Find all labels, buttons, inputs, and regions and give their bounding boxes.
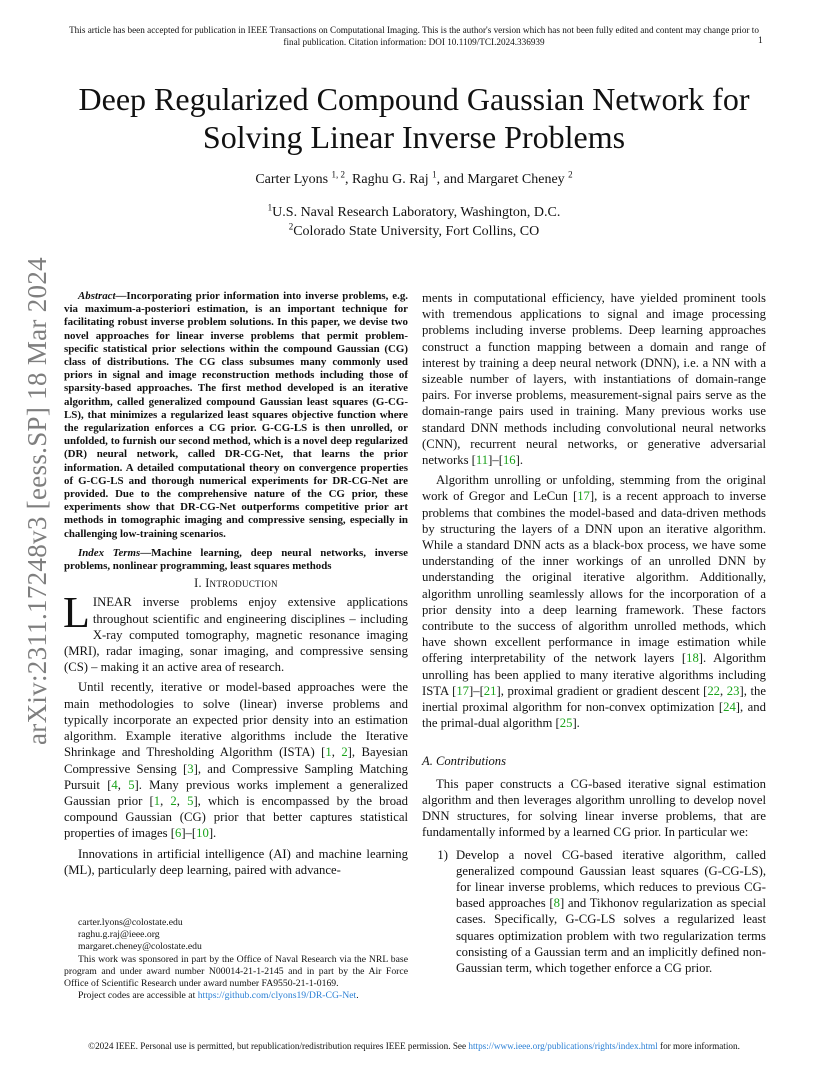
affiliation-line (50, 203, 778, 222)
affiliation-marker: 1 (432, 169, 437, 180)
citation-link[interactable]: 23 (726, 683, 740, 698)
citation-link[interactable]: 6 (174, 826, 182, 841)
citation-link[interactable]: 11 (475, 453, 489, 468)
paper-title: Deep Regularized Compound Gaussian Network for Solving Linear Inverse Problems (78, 81, 750, 155)
citation-link[interactable]: 21 (483, 683, 497, 698)
citation-link[interactable]: 1 (325, 745, 332, 760)
intro-paragraph-1 (63, 588, 408, 675)
paragraph-text: , (117, 777, 129, 792)
footnote-email: carter.lyons@colostate.edu (78, 917, 183, 928)
paragraph-text: ], and Compressive Sampling Matching Pursuit [ (64, 761, 408, 792)
section-heading-introduction (64, 575, 408, 591)
paragraph-text: Algorithm unrolling or unfolding, stemming from the original work of Gregor and LeCun [ (422, 473, 766, 504)
left-column (64, 290, 408, 878)
citation-link[interactable]: 2 (341, 745, 348, 760)
publication-notice: This article has been accepted for publication in IEEE Transactions on Computational Imaging. This is the author's version which has not been fully edited and content may change prior to final publication. Citation information: DOI 10.1109/TCI.2024.336939 (69, 25, 759, 47)
list-item-text (456, 847, 766, 977)
author-name: , and Margaret Cheney (436, 172, 569, 187)
citation-link[interactable]: 4 (111, 777, 118, 792)
code-repository-link[interactable]: https://github.com/clyons19/DR-CG-Net (197, 990, 357, 1002)
paragraph-text: ]–[ (469, 683, 484, 698)
right-column (422, 290, 766, 976)
citation-link[interactable]: 22 (707, 683, 721, 698)
citation-link[interactable]: 3 (187, 761, 194, 776)
contributions-list (422, 847, 766, 977)
citation-link[interactable]: 5 (128, 777, 135, 792)
footnote-email: margaret.cheney@colostate.edu (78, 941, 202, 953)
author-list (50, 171, 778, 189)
copyright-notice (40, 1041, 788, 1051)
ieee-rights-link[interactable]: https://www.ieee.org/publications/rights/index.html (468, 1041, 658, 1051)
paragraph-text: ], and the primal-dual algorithm [ (422, 700, 766, 731)
paragraph-text: ]. (515, 453, 524, 468)
paragraph-text: ]. (572, 716, 580, 731)
intro-paragraph-2 (64, 679, 408, 841)
footnote-text: Project codes are accessible at (78, 990, 198, 1002)
paragraph-text: ], Bayesian Compressive Sensing [ (64, 745, 408, 776)
index-terms-label: Index Terms (78, 546, 141, 559)
paragraph-text: ments in computational efficiency, have yielded prominent tools with tremendous applications to signal and image processing problems including inverse problems. Deep learning approaches construct a function mapping between a domain and range of interest by training a deep neural network (DNN), i.e. a NN with a sizeable number of layers, with instantiations of domain-range pairs. For inverse problems, measurement-signal pairs serve as the domain-range pairs used in training. Many previous works use standard DNN methods including convolutional neural networks (CNN), recurrent neural networks, or generative adversarial networks [ (422, 291, 766, 468)
page-number: 1 (758, 36, 763, 46)
paragraph-text: , (331, 745, 342, 760)
footnote-text: . (356, 990, 359, 1002)
citation-link[interactable]: 2 (170, 793, 177, 808)
citation-link[interactable]: 1 (153, 793, 161, 808)
paragraph-text: ], proximal gradient or gradient descent [ (496, 683, 708, 698)
arxiv-stamp: arXiv:2311.17248v3 [eess.SP] 18 Mar 2024 (22, 257, 52, 745)
paragraph-text: ], the inertial proximal algorithm for non-convex optimization [ (422, 683, 766, 715)
intro-caps: INEAR (92, 595, 132, 610)
list-item (422, 847, 766, 977)
citation-link[interactable]: 24 (723, 700, 736, 715)
affiliation-marker: 1, 2 (331, 169, 346, 180)
copyright-text: for more information. (657, 1041, 740, 1051)
subsection-heading-contributions: A. Contributions (422, 754, 506, 769)
citation-link[interactable]: 16 (502, 453, 516, 468)
affiliation-marker: 2 (288, 221, 294, 232)
paragraph-text: ]. Algorithm unrolling has been applied to many iterative algorithms including ISTA [ (422, 651, 766, 698)
affiliation-text: U.S. Naval Research Laboratory, Washington, D.C. (272, 205, 561, 220)
intro-paragraph-5 (422, 472, 766, 731)
author-name: Carter Lyons (255, 172, 332, 187)
footnote-code (64, 990, 408, 1002)
paragraph-text: ], which is encompassed by the broad compound Gaussian (CG) prior that better captures statistical properties of images [ (64, 793, 409, 841)
paragraph-text: , (160, 793, 171, 808)
paragraph-text: , (720, 683, 727, 698)
abstract-label: Abstract (78, 290, 116, 302)
paragraph-text: ] and Tikhonov regularization as special cases. Specifically, G-CG-LS solves a regularized least squares optimization problem with two regularization terms consisting of a Gaussian term and an implicitly defined non-Gaussian term, which together enforce a CG prior. (456, 896, 766, 975)
paragraph-text: ]–[ (181, 826, 197, 841)
contributions-paragraph: This paper constructs a CG-based iterative signal estimation algorithm and then leverages algorithm unrolling to develop novel DNN structures, for solving linear inverse problems, that are fundamentally informed by a learned CG prior. In particular we: (422, 776, 766, 840)
affiliation-marker: 1 (267, 202, 273, 213)
list-number: 1) (437, 847, 448, 862)
abstract-text: —Incorporating prior information into inverse problems, e.g. via maximum-a-posteriori estimation, is an important technique for facilitating robust inverse problem solutions. In this paper, we devise two novel approaches for linear inverse problems that permit problem-specific statistical prior selections within the compound Gaussian (CG) class of distributions. The CG class subsumes many commonly used priors in signal and image reconstruction methods including those of sparsity-based approaches. The first method developed is an iterative algorithm, called generalized compound Gaussian least squares (G-CG-LS), that minimizes a regularized least squares objective function where the regularization enforces a CG prior. G-CG-LS is then unrolled, or unfolded, to furnish our second method, which is a novel deep regularized (DR) neural network, called DR-CG-Net, that learns the prior information. A detailed computational theory on convergence properties of G-CG-LS and thorough numerical experiments for DR-CG-Net are provided. Due to the comprehensive nature of the CG prior, these experiments show that DR-CG-Net outperforms competitive prior art methods in tomographic imaging and compressive sensing, especially in challenging low-training scenarios. (64, 290, 408, 540)
footnote-email: raghu.g.raj@ieee.org (78, 929, 160, 941)
section-number: I. (194, 576, 206, 591)
paragraph-text: ]. (208, 826, 217, 841)
citation-link[interactable]: 17 (577, 489, 590, 504)
intro-paragraph-4 (422, 290, 766, 468)
paragraph-text: Until recently, iterative or model-based approaches were the main methodologies to solve (linear) inverse problems and typically incorporate an expected prior density into an estimation algorithm. Example iterative algorithms include the Iterative Shrinkage and Thresholding Algorithm (ISTA) [ (64, 680, 408, 760)
paragraph-text: , (176, 793, 188, 808)
citation-link[interactable]: 18 (686, 651, 699, 666)
affiliations (50, 203, 778, 241)
abstract (64, 290, 408, 541)
intro-paragraph-3: Innovations in artificial intelligence (AI) and machine learning (ML), particularly deep learning, paired with advance- (64, 846, 408, 877)
affiliation-text: Colorado State University, Fort Collins, CO (293, 224, 540, 239)
citation-link[interactable]: 8 (553, 896, 560, 911)
affiliation-line (50, 222, 778, 241)
citation-link[interactable]: 10 (196, 826, 209, 841)
paragraph-text: ]–[ (488, 453, 503, 468)
footnote-funding: This work was sponsored in part by the Office of Naval Research via the NRL base program and under award number N00014-21-1-2145 and in part by the Air Force Office of Scientific Research under award number FA9550-21-1-0169. (64, 953, 408, 990)
paragraph-text: ]. Many previous works implement a generalized Gaussian prior [ (64, 777, 409, 808)
author-name: , Raghu G. Raj (345, 172, 433, 187)
index-terms-text: —Machine learning, deep neural networks, inverse problems, nonlinear programming, least squares methods (64, 546, 408, 573)
paragraph-text: ], is a recent approach to inverse problems that combines the model-based and data-driven methods by structuring the layers of a DNN upon an iterative algorithm. While a standard DNN acts as a black-box process, we have some understanding of the inner workings of an unrolled DNN by understanding the original iterative algorithm. Additionally, algorithm unrolling seamlessly allows for the incorporation of a prior density into a deep learning framework. These factors contribute to the success of algorithm unrolled methods, which have shown excellent performance in image estimation while offering interpretability of the network layers [ (422, 489, 766, 666)
paragraph-text: Develop a novel CG-based iterative algorithm, called generalized compound Gaussian least squares (G-CG-LS), for linear inverse problems, which reduces to previous CG-based approaches [ (456, 847, 766, 911)
footnotes (64, 917, 408, 1002)
drop-cap: L (63, 588, 90, 638)
affiliation-marker: 2 (568, 169, 573, 180)
citation-link[interactable]: 25 (559, 716, 573, 731)
paragraph-text: inverse problems enjoy extensive applications throughout scientific and engineering disciplines – including X-ray computed tomography, magnetic resonance imaging (MRI), radar imaging, sonar imaging, and compressive sensing (CS) – making it an active area of research. (64, 595, 408, 675)
section-title: Introduction (205, 576, 278, 591)
index-terms (64, 547, 408, 573)
citation-link[interactable]: 5 (187, 793, 194, 808)
citation-link[interactable]: 17 (456, 683, 469, 698)
copyright-text: ©2024 IEEE. Personal use is permitted, but republication/redistribution requires IEEE permission. See (88, 1041, 469, 1051)
